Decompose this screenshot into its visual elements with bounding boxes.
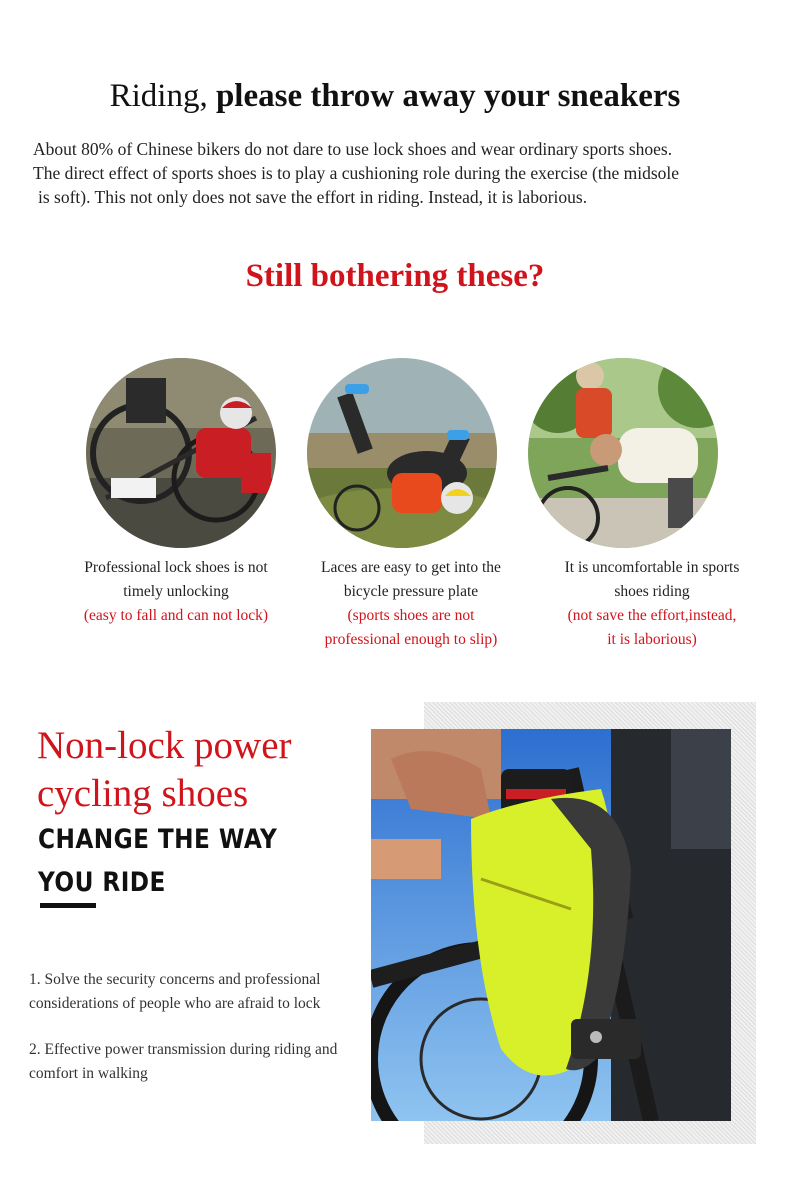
tagline-underline [40,903,96,908]
tagline-line: CHANGE THE WAY [38,824,278,855]
problems-title: Still bothering these? [245,258,545,294]
caption-note: (not save the effort,instead, [567,607,737,624]
caption-note: professional enough to slip) [324,631,498,648]
headline-bold: please throw away your sneakers [215,78,681,114]
benefit-item: 2. Effective power transmission during riding and comfort in walking [29,1041,338,1082]
problem-caption-2 [291,556,531,652]
caption-note: it is laborious) [607,631,697,648]
product-title-line: Non-lock power [37,724,292,767]
benefit-item: 1. Solve the security concerns and professional considerations of people who are afraid to lock [29,971,321,1012]
intro-line: About 80% of Chinese bikers do not dare to use lock shoes and wear ordinary sports shoes. [33,139,673,159]
tired-cyclist-photo [528,358,718,548]
tagline-line: YOU RIDE [38,867,166,898]
cyclist-falling-photo [307,358,497,548]
intro-line: is soft). This not only does not save the effort in riding. Instead, it is laborious. [38,187,588,207]
headline [0,78,790,115]
caption-text: timely unlocking [123,583,229,600]
tagline [38,818,316,904]
caption-note: (easy to fall and can not lock) [83,607,269,624]
intro-line: The direct effect of sports shoes is to play a cushioning role during the exercise (the midsole [33,163,680,183]
caption-text: bicycle pressure plate [343,583,479,600]
product-title [37,722,292,818]
product-title-line: cycling shoes [37,772,249,815]
intro-paragraph [33,137,773,209]
problem-caption-3 [532,556,772,652]
headline-light: Riding, [109,78,208,114]
problem-caption-1 [56,556,296,628]
cyclists-crash-photo [86,358,276,548]
caption-text: Laces are easy to get into the [321,559,501,576]
benefits-list [29,968,359,1108]
caption-text: shoes riding [614,583,690,600]
caption-note: (sports shoes are not [347,607,475,624]
caption-text: Professional lock shoes is not [84,559,268,576]
cycling-shoe-on-pedal-photo [371,729,731,1121]
caption-text: It is uncomfortable in sports [564,559,740,576]
